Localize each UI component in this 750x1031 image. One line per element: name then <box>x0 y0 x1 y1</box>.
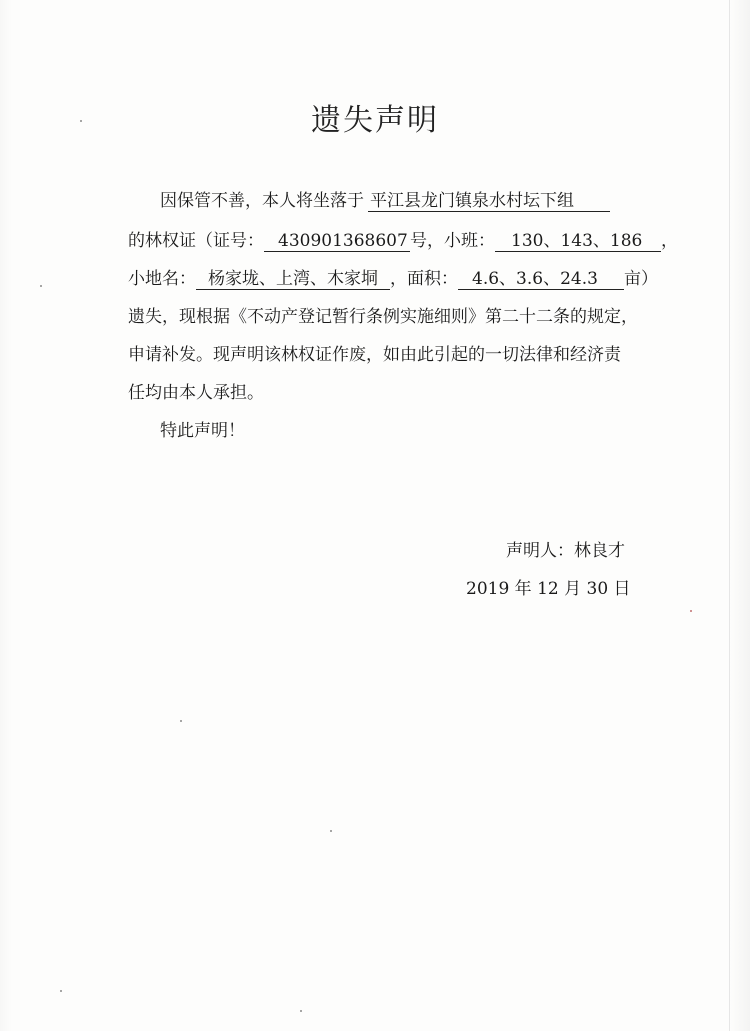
body-line-3 <box>128 268 658 290</box>
scan-edge <box>729 0 730 1031</box>
body-line-2 <box>128 230 678 252</box>
declaration-date: 2019 年 12 月 30 日 <box>466 579 631 599</box>
place-names-field: 杨家垅、上湾、木家垌 <box>196 269 390 290</box>
area-field: 4.6、3.6、24.3 <box>458 269 624 290</box>
body-line-5: 申请补发。现声明该林权证作废，如由此引起的一切法律和经济责 <box>128 345 621 365</box>
page-title: 遗失声明 <box>311 103 439 138</box>
scan-speck <box>40 285 42 287</box>
scan-speck <box>60 990 62 992</box>
body-line-6: 任均由本人承担。 <box>128 383 264 403</box>
plots-field: 130、143、186 <box>495 231 661 252</box>
line-2-prefix: 的林权证（证号： <box>128 231 264 251</box>
scan-speck <box>80 120 82 122</box>
line-2-mid: 号，小班： <box>410 231 495 251</box>
cert-number-field: 430901368607 <box>264 231 410 252</box>
closing-line: 特此声明！ <box>160 421 245 441</box>
scan-speck <box>300 1010 302 1012</box>
line-3-prefix: 小地名： <box>128 269 196 289</box>
line-2-suffix: ， <box>661 231 678 251</box>
declarant-signature: 声明人：林良才 <box>506 541 625 561</box>
location-field: 平江县龙门镇泉水村坛下组 <box>368 191 610 212</box>
scan-speck <box>330 830 332 832</box>
body-line-1 <box>160 190 610 212</box>
body-line-4: 遗失，现根据《不动产登记暂行条例实施细则》第二十二条的规定， <box>128 307 638 327</box>
line-3-mid: ，面积： <box>390 269 458 289</box>
scan-speck <box>690 610 692 612</box>
line-1-prefix: 因保管不善，本人将坐落于 <box>160 191 364 211</box>
scan-speck <box>180 720 182 722</box>
line-3-suffix: 亩） <box>624 269 658 289</box>
